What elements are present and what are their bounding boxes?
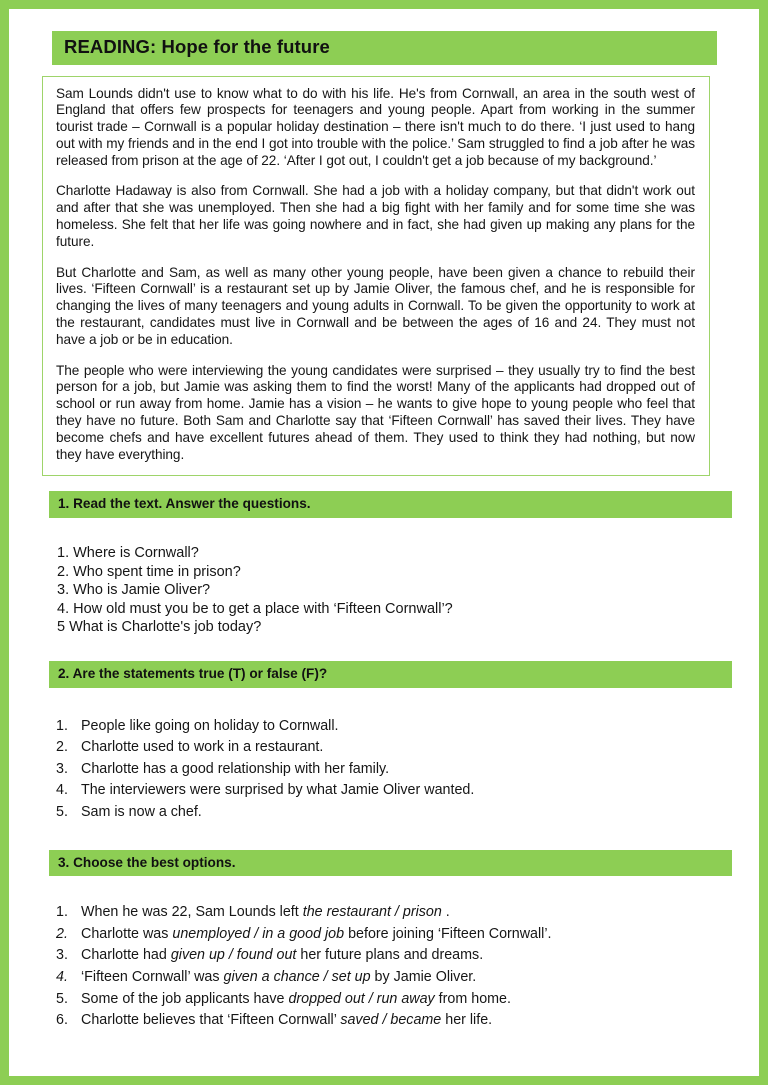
item-text-after: from home. (434, 990, 511, 1007)
item-text-before: Some of the job applicants have (81, 990, 289, 1007)
page-content (9, 9, 759, 1076)
item-options[interactable]: dropped out / run away (288, 990, 435, 1007)
list-item (56, 924, 731, 946)
list-item (56, 967, 731, 989)
list-item (57, 563, 731, 582)
section-1-question-list (57, 544, 731, 637)
reading-paragraph: The people who were interviewing the young candidates were surprised – they usually try to find the best person for a job, but Jamie was asking them to find the worst! Many of the applicants had dropped out of school or run away from home. Jamie has a vision – he wants to give hope to young people who feel that they have no future. Both Sam and Charlotte say that ‘Fifteen Cornwall’ has saved their lives. They have become chefs and have excellent futures ahead of them. They used to think they had nothing, but now they have everything. (56, 362, 695, 462)
item-options[interactable]: given a chance / set up (223, 968, 371, 985)
item-number: 2. (56, 739, 68, 756)
item-number: 6. (56, 1012, 68, 1029)
section-1-heading: 1. Read the text. Answer the questions. (49, 491, 732, 518)
item-text-after: before joining ‘Fifteen Cornwall’. (344, 925, 552, 942)
item-text-after: her life. (441, 1012, 493, 1029)
item-text: The interviewers were surprised by what Jamie Oliver wanted. (81, 782, 475, 799)
item-number: 1. (56, 904, 68, 921)
item-number: 5. (56, 990, 68, 1007)
item-number: 3. (57, 582, 70, 599)
item-text-before: ‘Fifteen Cornwall’ was (81, 968, 224, 985)
list-item (56, 759, 731, 781)
section-3-heading: 3. Choose the best options. (49, 850, 732, 877)
item-text: How old must you be to get a place with ‘Fifteen Cornwall’? (73, 600, 453, 617)
page-title: READING: Hope for the future (52, 31, 717, 65)
item-text: Where is Cornwall? (73, 545, 199, 562)
item-number: 5 (57, 619, 66, 636)
reading-paragraph: Charlotte Hadaway is also from Cornwall. She had a job with a holiday company, but that didn't work out and after that she was unemployed. Then she had a big fight with her family and for some time she was homeless. She felt that her life was going nowhere and in fact, she had given up making any plans for the future. (56, 183, 695, 249)
item-number: 4. (56, 968, 68, 985)
item-text: What is Charlotte's job today? (69, 619, 262, 636)
list-item (56, 802, 731, 824)
item-number: 1. (57, 545, 70, 562)
item-options[interactable]: unemployed / in a good job (172, 925, 345, 942)
item-number: 3. (56, 947, 68, 964)
item-text: Sam is now a chef. (81, 803, 202, 820)
section-2-statement-list (56, 716, 731, 824)
item-text-after: . (441, 904, 450, 921)
item-text: Who spent time in prison? (73, 563, 241, 580)
item-number: 4. (57, 600, 70, 617)
list-item (57, 618, 731, 637)
reading-passage-box (42, 76, 710, 477)
item-text: Charlotte has a good relationship with her family. (81, 760, 390, 777)
item-text-after: her future plans and dreams. (296, 947, 484, 964)
list-item (56, 737, 731, 759)
list-item (56, 780, 731, 802)
list-item (56, 716, 731, 738)
item-text-after: by Jamie Oliver. (370, 968, 477, 985)
reading-paragraph: Sam Lounds didn't use to know what to do with his life. He's from Cornwall, an area in the south west of England that offers few prospects for teenagers and young people. Apart from working in the summer tourist trade – Cornwall is a popular holiday destination – there isn't much to do there. ‘I just used to hang out with my friends and in the end I got into trouble with the police.’ Sam struggled to find a job after he was released from prison at the age of 22. ‘After I got out, I couldn't get a job because of my background.’ (56, 85, 695, 168)
reading-paragraph: But Charlotte and Sam, as well as many other young people, have been given a chance to rebuild their lives. ‘Fifteen Cornwall’ is a restaurant set up by Jamie Oliver, the famous chef, and he is responsible for changing the lives of many teenagers and young adults in Cornwall. To be given the opportunity to work at the restaurant, candidates must live in Cornwall and be between the ages of 16 and 24. They must not have a job or be in education. (56, 264, 695, 347)
item-text: Who is Jamie Oliver? (73, 582, 211, 599)
item-options[interactable]: the restaurant / prison (302, 904, 442, 921)
section-3-option-list (56, 902, 731, 1032)
item-number: 5. (56, 803, 68, 820)
list-item (56, 989, 731, 1011)
item-number: 4. (56, 782, 68, 799)
list-item (56, 902, 731, 924)
item-text-before: Charlotte was (81, 925, 173, 942)
item-options[interactable]: saved / became (340, 1012, 442, 1029)
item-number: 2. (57, 563, 70, 580)
item-number: 2. (56, 925, 68, 942)
item-text: People like going on holiday to Cornwall. (81, 717, 339, 734)
item-text-before: When he was 22, Sam Lounds left (81, 904, 303, 921)
list-item (57, 600, 731, 619)
section-2-heading: 2. Are the statements true (T) or false (F)? (49, 661, 732, 688)
item-number: 1. (56, 717, 68, 734)
list-item (56, 945, 731, 967)
item-text-before: Charlotte had (81, 947, 171, 964)
item-text: Charlotte used to work in a restaurant. (81, 739, 324, 756)
list-item (56, 1010, 731, 1032)
list-item (57, 544, 731, 563)
item-options[interactable]: given up / found out (170, 947, 297, 964)
list-item (57, 581, 731, 600)
item-text-before: Charlotte believes that ‘Fifteen Cornwall’ (81, 1012, 341, 1029)
item-number: 3. (56, 760, 68, 777)
